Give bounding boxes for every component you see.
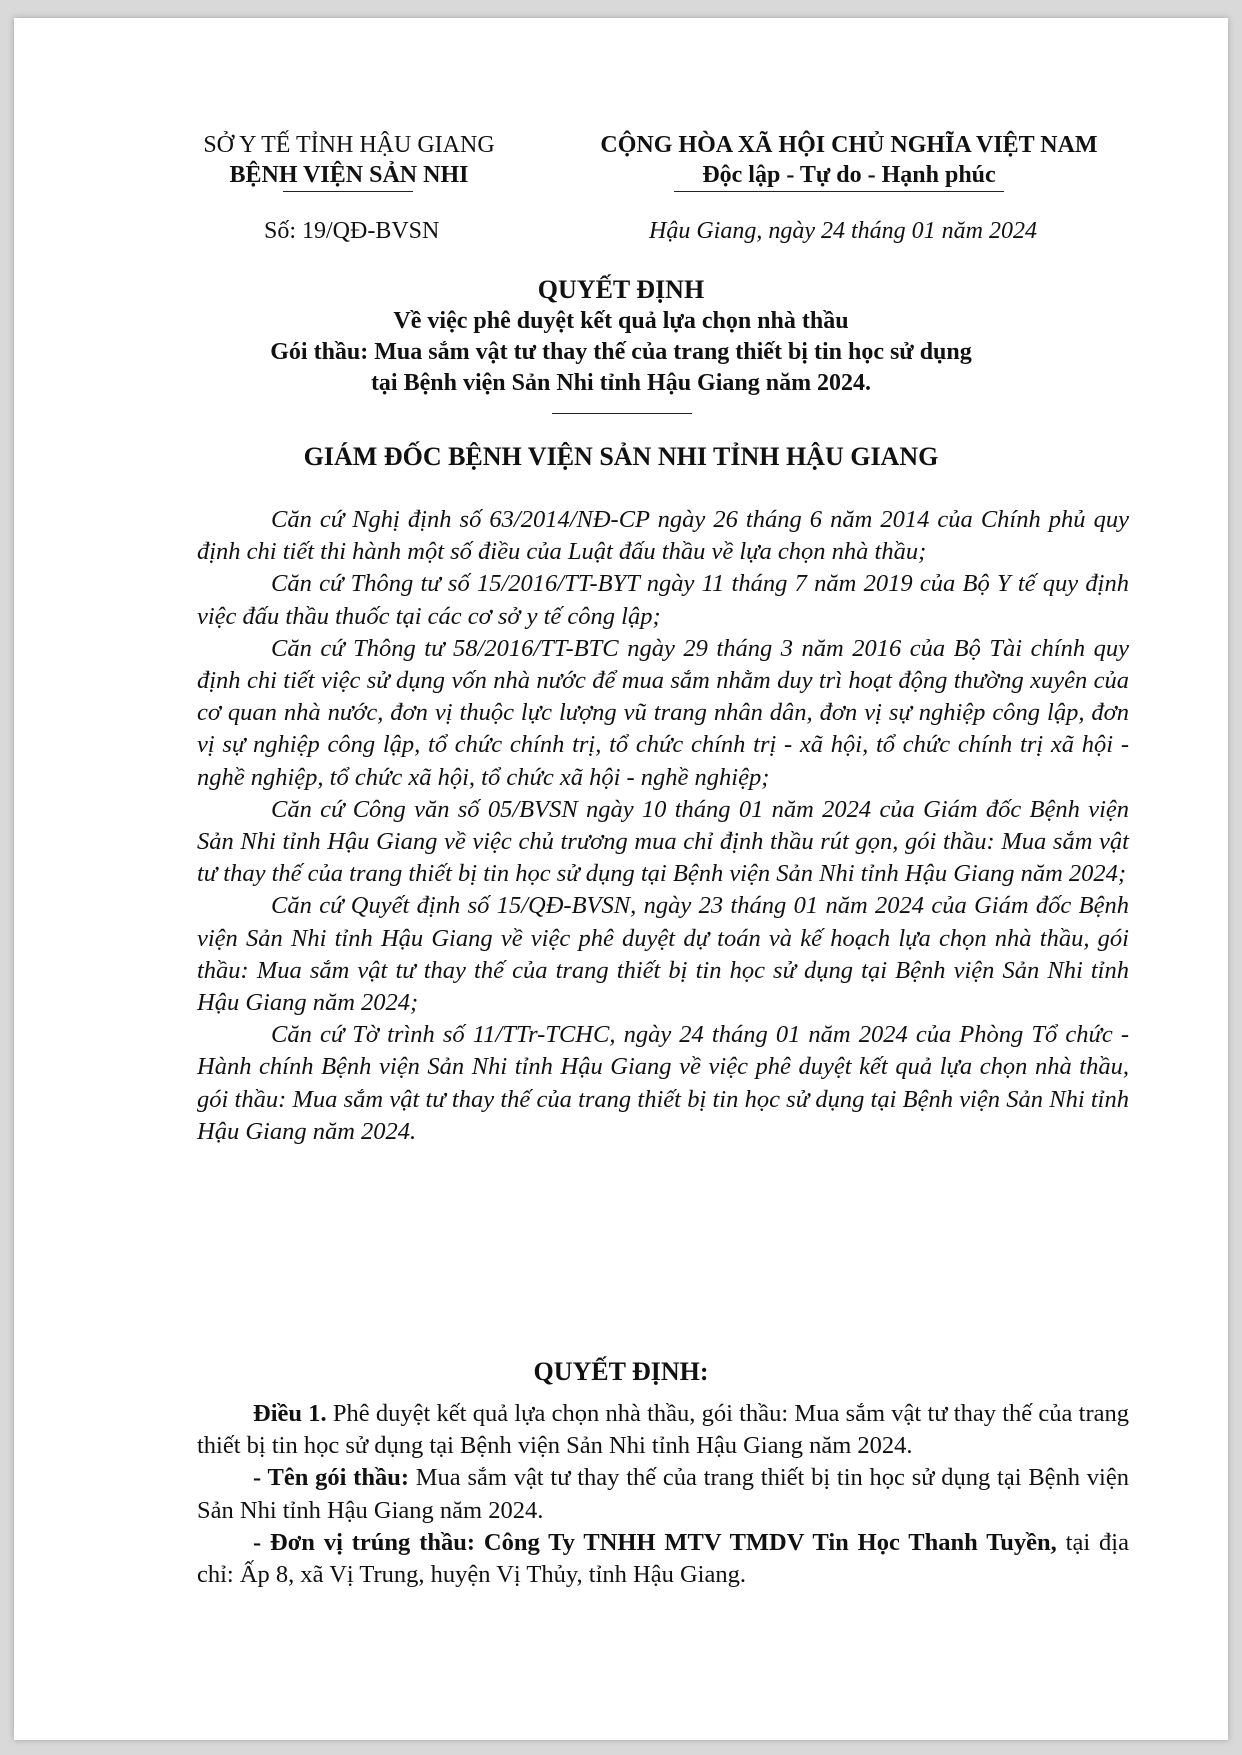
department-name: SỞ Y TẾ TỈNH HẬU GIANG: [203, 132, 495, 158]
article-1-label: Điều 1.: [253, 1400, 327, 1427]
title-sub-2: Gói thầu: Mua sắm vật tư thay thế của trang thiết bị tin học sử dụng: [270, 339, 972, 365]
issuing-authority: [184, 130, 514, 190]
legal-basis-3: Căn cứ Thông tư 58/2016/TT-BTC ngày 29 tháng 3 năm 2016 của Bộ Tài chính quy định chi tiết việc sử dụng vốn nhà nước để mua sắm nhằm duy trì hoạt động thường xuyên của cơ quan nhà nước, đơn vị thuộc lực lượng vũ trang nhân dân, đơn vị sự nghiệp công lập, đơn vị sự nghiệp công lập, tổ chức chính trị, tổ chức chính trị - xã hội, tổ chức chính trị xã hội - nghề nghiệp, tổ chức xã hội, tổ chức xã hội - nghề nghiệp;: [197, 634, 1129, 791]
package-name: [197, 1462, 1129, 1526]
decision-articles: [197, 1398, 1129, 1591]
legal-basis-2: Căn cứ Thông tư số 15/2016/TT-BYT ngày 11 tháng 7 năm 2019 của Bộ Y tế quy định việc đấu thầu thuốc tại các cơ sở y tế công lập;: [197, 570, 1129, 630]
legal-basis-5: Căn cứ Quyết định số 15/QĐ-BVSN, ngày 23 tháng 01 năm 2024 của Giám đốc Bệnh viện Sản Nhi tỉnh Hậu Giang về việc phê duyệt dự toán và kế hoạch lựa chọn nhà thầu, gói thầu: Mua sắm vật tư thay thế của trang thiết bị tin học sử dụng tại Bệnh viện Sản Nhi tỉnh Hậu Giang năm 2024;: [197, 892, 1129, 1017]
legal-basis-4: Căn cứ Công văn số 05/BVSN ngày 10 tháng 01 năm 2024 của Giám đốc Bệnh viện Sản Nhi tỉnh Hậu Giang về việc chủ trương mua chỉ định thầu rút gọn, gói thầu: Mua sắm vật tư thay thế của trang thiết bị tin học sử dụng tại Bệnh viện Sản Nhi tỉnh Hậu Giang năm 2024;: [197, 795, 1129, 888]
right-header-underline: [674, 191, 1004, 192]
document-number: Số: 19/QĐ-BVSN: [264, 218, 440, 244]
left-header-underline: [283, 191, 413, 192]
title-sub-3: tại Bệnh viện Sản Nhi tỉnh Hậu Giang năm 2024.: [370, 370, 872, 396]
title-underline: [552, 413, 692, 414]
article-1: [197, 1398, 1129, 1462]
winning-bidder-address: tại địa chỉ: Ấp 8, xã Vị Trung, huyện Vị Thủy, tỉnh Hậu Giang.: [197, 1528, 1129, 1589]
winning-bidder-label: - Đơn vị trúng thầu: Công Ty TNHH MTV TMDV Tin Học Thanh Tuyền,: [253, 1528, 1057, 1556]
decision-heading: QUYẾT ĐỊNH:: [533, 1357, 709, 1386]
article-1-text: Phê duyệt kết quả lựa chọn nhà thầu, gói thầu: Mua sắm vật tư thay thế của trang thiết bị tin học sử dụng tại Bệnh viện Sản Nhi tỉnh Hậu Giang năm 2024.: [197, 1400, 1129, 1460]
place-date: Hậu Giang, ngày 24 tháng 01 năm 2024: [649, 218, 1037, 244]
title-sub-1: Về việc phê duyệt kết quả lựa chọn nhà thầu: [393, 308, 849, 334]
package-name-text: Mua sắm vật tư thay thế của trang thiết bị tin học sử dụng tại Bệnh viện Sản Nhi tỉnh Hậu Giang năm 2024.: [197, 1464, 1129, 1524]
legal-basis-6: Căn cứ Tờ trình số 11/TTr-TCHC, ngày 24 tháng 01 năm 2024 của Phòng Tổ chức - Hành chính Bệnh viện Sản Nhi tỉnh Hậu Giang về việc phê duyệt kết quả lựa chọn nhà thầu, gói thầu: Mua sắm vật tư thay thế của trang thiết bị tin học sử dụng tại Bệnh viện Sản Nhi tỉnh Hậu Giang năm 2024.: [197, 1021, 1129, 1145]
decision-title: [14, 274, 1228, 399]
winning-bidder: [197, 1527, 1129, 1591]
package-name-label: - Tên gói thầu:: [253, 1464, 409, 1492]
national-motto: [554, 130, 1144, 190]
authority-heading: GIÁM ĐỐC BỆNH VIỆN SẢN NHI TỈNH HẬU GIANG: [303, 442, 939, 471]
title-main: QUYẾT ĐỊNH: [537, 275, 705, 304]
motto: Độc lập - Tự do - Hạnh phúc: [702, 162, 996, 188]
legal-basis-1: Căn cứ Nghị định số 63/2014/NĐ-CP ngày 26 tháng 6 năm 2014 của Chính phủ quy định chi tiết thi hành một số điều của Luật đấu thầu về lựa chọn nhà thầu;: [197, 506, 1129, 566]
document-page: [14, 18, 1228, 1740]
legal-bases: [197, 504, 1129, 1148]
hospital-name: BỆNH VIỆN SẢN NHI: [229, 162, 469, 188]
country-name: CỘNG HÒA XÃ HỘI CHỦ NGHĨA VIỆT NAM: [600, 132, 1098, 158]
